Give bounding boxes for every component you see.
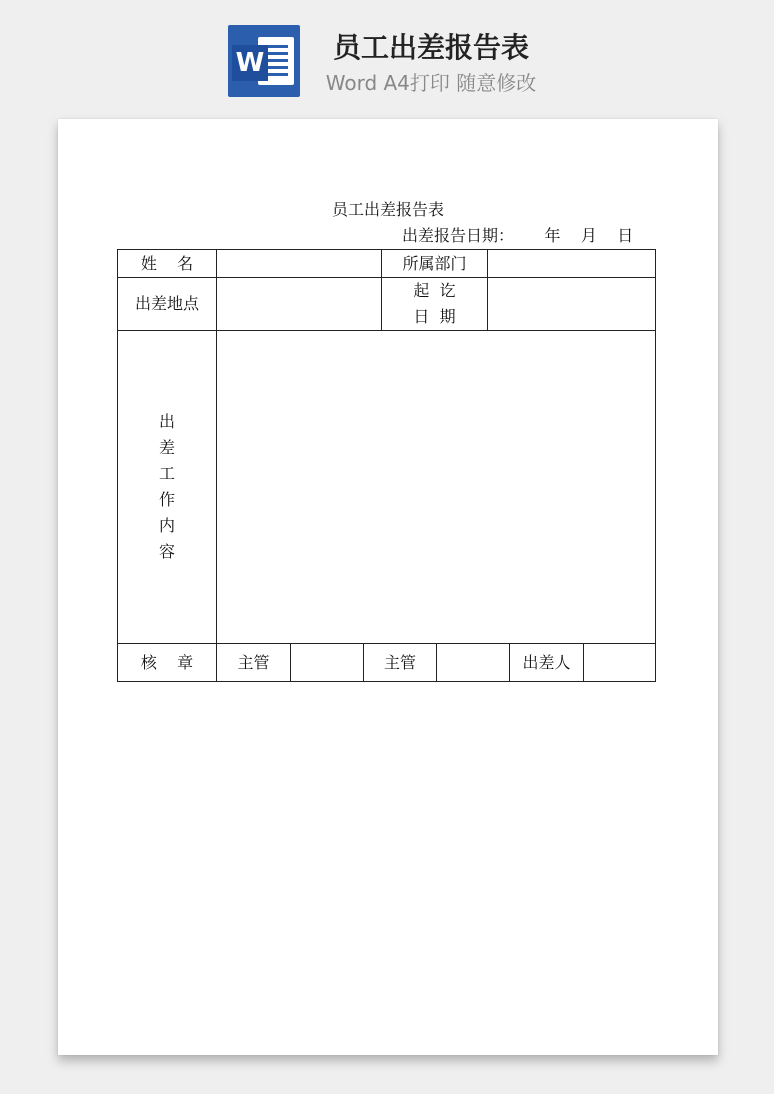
department-label: 所属部门 [402, 253, 467, 273]
period-label-line2: 日 期 [413, 307, 456, 326]
location-field[interactable] [217, 278, 381, 330]
report-form [117, 249, 656, 682]
period-field[interactable] [488, 278, 655, 330]
word-letter: W [232, 45, 268, 81]
supervisor-signature-2[interactable] [437, 644, 509, 681]
word-icon [228, 25, 300, 97]
name-field[interactable] [217, 250, 381, 277]
traveler-signature[interactable] [584, 644, 655, 681]
supervisor-label-1: 主管 [237, 652, 270, 672]
content-label: 出差工作内容 [158, 412, 175, 561]
period-label [382, 278, 487, 330]
content-field[interactable] [217, 331, 655, 643]
content-label-cell [118, 331, 216, 643]
document-title: 员工出差报告表 [331, 200, 444, 219]
supervisor-signature-1[interactable] [291, 644, 363, 681]
period-label-line1: 起 讫 [413, 281, 456, 300]
document-page [58, 119, 718, 1055]
app-title: 员工出差报告表 [332, 31, 529, 64]
report-date-line: 出差报告日期： 年 月 日 [402, 226, 634, 245]
seal-label: 核 章 [140, 652, 194, 672]
location-label: 出差地点 [134, 294, 199, 313]
name-label: 姓 名 [140, 253, 194, 273]
page-header [0, 0, 774, 110]
traveler-label: 出差人 [522, 652, 571, 672]
department-field[interactable] [488, 250, 655, 277]
app-subtitle: Word A4打印 随意修改 [325, 71, 537, 95]
supervisor-label-2: 主管 [383, 652, 416, 672]
